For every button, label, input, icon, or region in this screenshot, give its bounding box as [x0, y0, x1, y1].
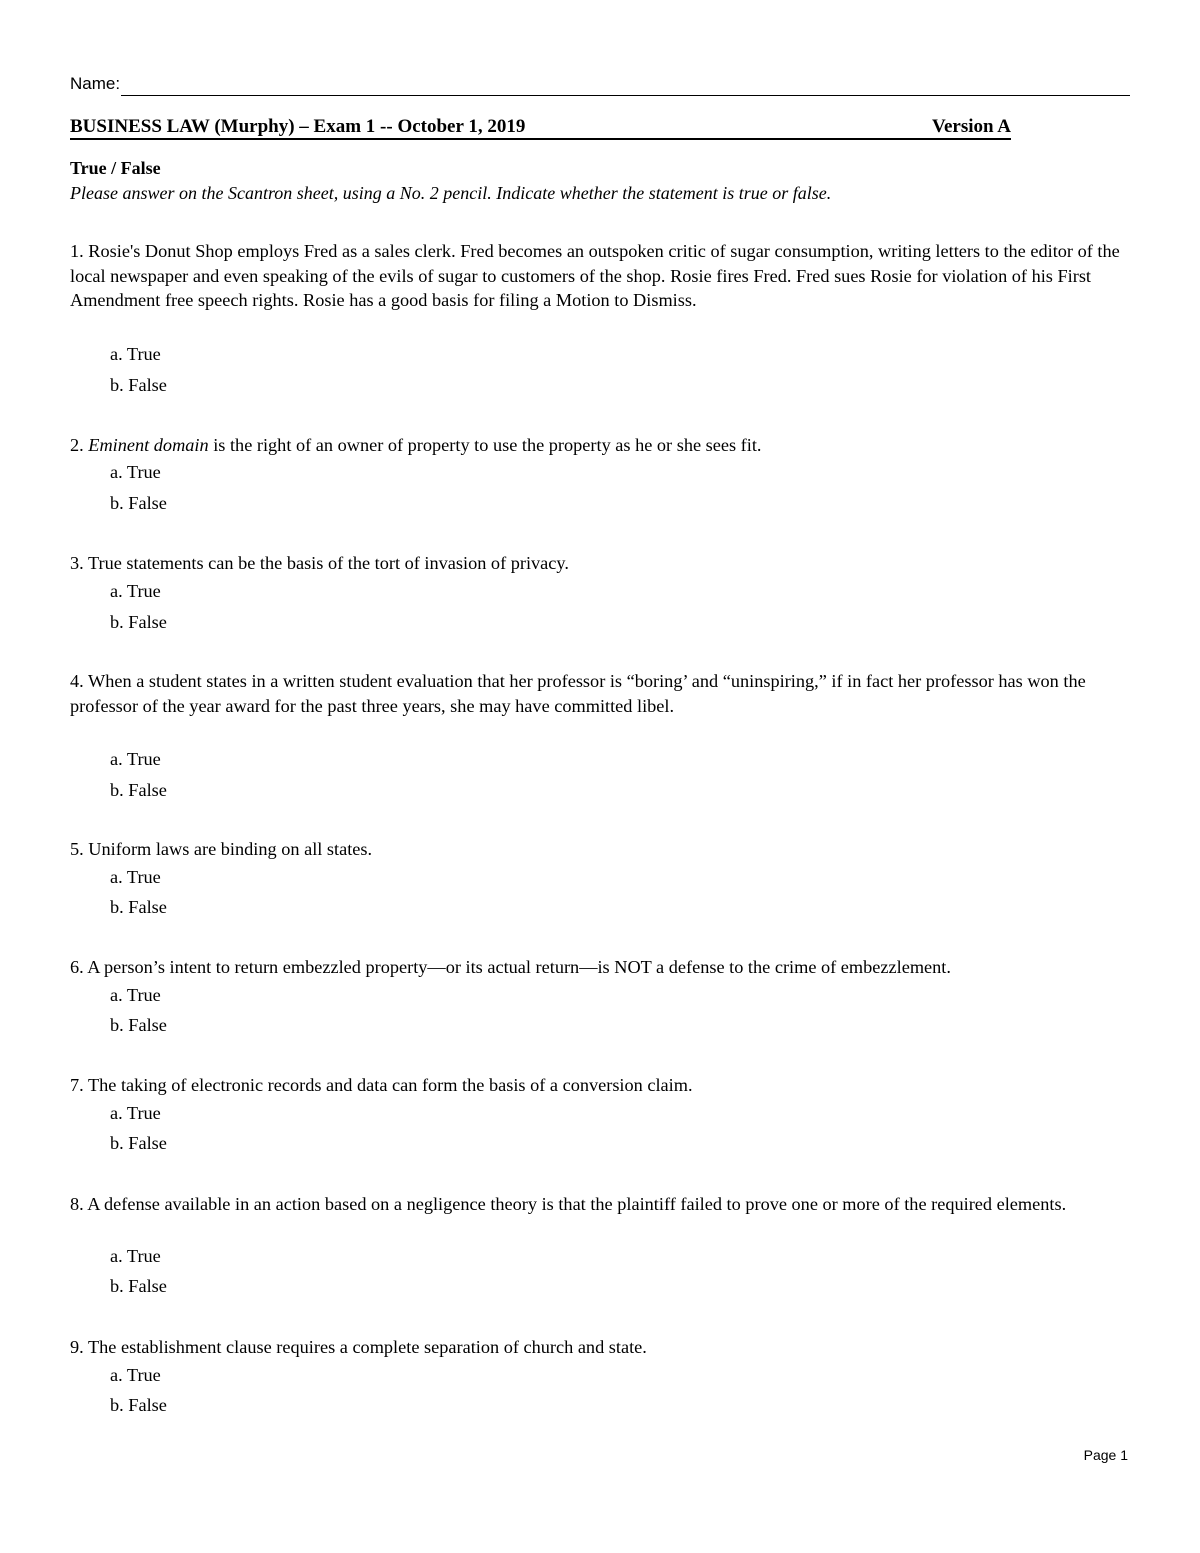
question-body: Uniform laws are binding on all states. — [88, 839, 373, 859]
question-5 — [70, 837, 1132, 917]
exam-version: Version A — [931, 116, 1011, 137]
question-body: A defense available in an action based on a negligence theory is that the plaintiff failed to prove one or more of the required elements. — [87, 1194, 1067, 1214]
section-title: True / False — [70, 158, 161, 178]
question-number: 5. — [70, 839, 84, 859]
name-field-row — [70, 70, 1130, 96]
question-text — [70, 551, 1132, 576]
question-body: True statements can be the basis of the tort of invasion of privacy. — [87, 553, 569, 573]
question-number: 3. — [70, 553, 84, 573]
instructions: Please answer on the Scantron sheet, using a No. 2 pencil. Indicate whether the statement is true or false. — [70, 183, 832, 203]
question-text — [70, 837, 1132, 862]
question-number: 4. — [70, 671, 84, 691]
question-body: The taking of electronic records and data can form the basis of a conversion claim. — [87, 1075, 693, 1095]
question-number: 2. — [70, 435, 84, 455]
question-text — [70, 1073, 1132, 1098]
question-number: 7. — [70, 1075, 84, 1095]
option-b: b. False — [110, 1133, 167, 1153]
question-number: 6. — [70, 957, 84, 977]
option-a: a. True — [110, 749, 161, 769]
option-a: a. True — [110, 344, 161, 364]
option-a: a. True — [110, 581, 161, 601]
page-number: Page 1 — [1083, 1447, 1128, 1463]
option-b: b. False — [110, 612, 167, 632]
exam-title: BUSINESS LAW (Murphy) – Exam 1 -- October 1, 2019 — [70, 116, 526, 137]
question-9 — [70, 1335, 1132, 1415]
option-a: a. True — [110, 1103, 161, 1123]
question-number: 8. — [70, 1194, 84, 1214]
question-text — [70, 955, 1132, 980]
option-b: b. False — [110, 897, 167, 917]
question-8 — [70, 1192, 1132, 1296]
question-body: The establishment clause requires a complete separation of church and state. — [87, 1337, 647, 1357]
question-text — [70, 1192, 1132, 1217]
option-b: b. False — [110, 1015, 167, 1035]
question-4 — [70, 669, 1132, 800]
question-term: Eminent domain — [88, 435, 209, 455]
option-a: a. True — [110, 1246, 161, 1266]
question-body: Rosie's Donut Shop employs Fred as a sales clerk. Fred becomes an outspoken critic of sugar consumption, writing letters to the editor of the local newspaper and even speaking of the evils of sugar to customers of the shop. Rosie fires Fred. Fred sues Rosie for violation of his First Amendment free speech rights. Rosie has a good basis for filing a Motion to Dismiss. — [70, 241, 1120, 311]
name-blank-line — [121, 73, 1130, 96]
option-a: a. True — [110, 1365, 161, 1385]
option-a: a. True — [110, 867, 161, 887]
option-a: a. True — [110, 985, 161, 1005]
question-3 — [70, 551, 1132, 632]
option-b: b. False — [110, 1395, 167, 1415]
question-6 — [70, 955, 1132, 1035]
question-body: A person’s intent to return embezzled property—or its actual return—is NOT a defense to the crime of embezzlement. — [87, 957, 951, 977]
option-b: b. False — [110, 493, 167, 513]
option-a: a. True — [110, 462, 161, 482]
question-2 — [70, 433, 1132, 513]
question-text — [70, 239, 1132, 313]
question-number: 1. — [70, 241, 84, 261]
question-1 — [70, 239, 1132, 395]
question-text — [70, 669, 1132, 718]
name-label: Name: — [70, 74, 121, 93]
option-b: b. False — [110, 780, 167, 800]
option-b: b. False — [110, 1276, 167, 1296]
question-7 — [70, 1073, 1132, 1153]
question-body: When a student states in a written student evaluation that her professor is “boring’ and “uninspiring,” if in fact her professor has won the professor of the year award for the past three years, she may have committed libel. — [70, 671, 1086, 716]
question-text — [70, 1335, 1132, 1360]
question-text — [70, 433, 1132, 458]
question-body: is the right of an owner of property to use the property as he or she sees fit. — [208, 435, 762, 455]
question-number: 9. — [70, 1337, 84, 1357]
option-b: b. False — [110, 375, 167, 395]
exam-header — [70, 114, 1011, 140]
